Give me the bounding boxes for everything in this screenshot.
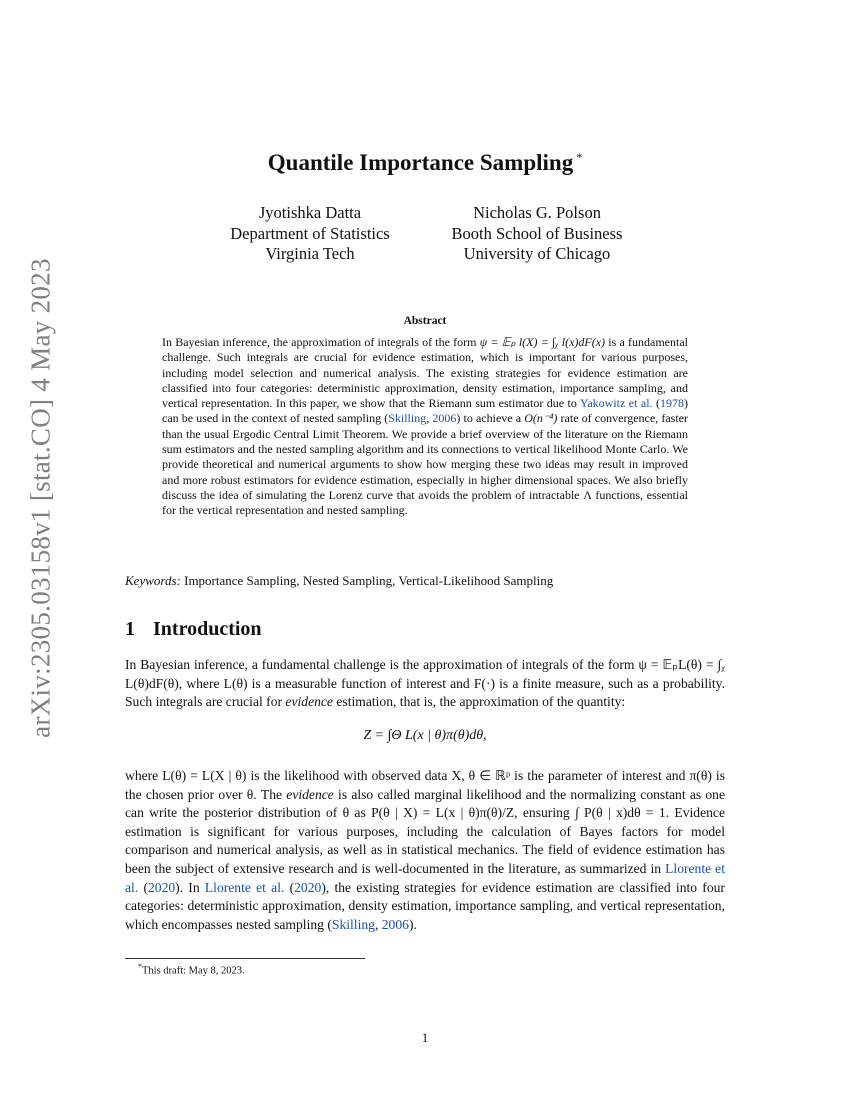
author-institution: Virginia Tech xyxy=(265,244,355,263)
author-block-2 xyxy=(437,203,637,265)
abstract-text: is a fundamental challenge. Such integrals are crucial for evidence estimation, which is important for various purposes, including model selection and numerical analysis. The existing strategies for evidence estimation are classified into four categories: deterministic approximation, density estimation, importance sampling, and vertical representation. In this paper, we show that the Riemann sum estimator due to xyxy=(162,335,689,411)
paper-title-text: Quantile Importance Sampling xyxy=(267,150,574,175)
keywords-list: Importance Sampling, Nested Sampling, Vertical-Likelihood Sampling xyxy=(184,573,554,588)
citation-link-llorente-year[interactable]: 2020 xyxy=(294,879,322,895)
abstract-formula: O(n⁻⁴) xyxy=(524,411,558,426)
abstract-text: In Bayesian inference, the approximation of integrals of the form xyxy=(162,335,480,349)
abstract-formula: ψ = 𝔼ₚ l(X) = ∫ᵪ l(x)dF(x) xyxy=(479,335,606,349)
paragraph-text: ). xyxy=(408,916,417,932)
paragraph-text: is also called marginal likelihood and the normalizing constant as one can write the posterior distribution of θ as P(θ | X) = L(x | θ)π(θ)/Z, ensuring ∫ P(θ | x)dθ = 1. Evidence estimation is significant for various purposes, including the calculation of Bayes factors for model comparison and numerical analysis, as well as in statistical mechanics. The field of evidence estimation has been the subject of extensive research and is well-documented in the literature, as summarized in xyxy=(125,786,725,876)
citation-link-llorente[interactable]: Llorente et al. xyxy=(204,879,285,895)
footnote-divider xyxy=(125,958,365,959)
footnote xyxy=(138,962,245,977)
abstract-text: rate of convergence, faster than the usual Ergodic Central Limit Theorem. We provide a brief overview of the literature on the Riemann sum estimators and the nested sampling algorithm and its connections to vertical likelihood Monte Carlo. We provide theoretical and numerical arguments to show how merging these two ideas may result in improved and more robust estimators for evidence estimation, especially in higher dimensional spaces. We also briefly discuss the idea of simulating the Lorenz curve that avoids the problem of intractable Λ functions, essential for the vertical representation and nested sampling. xyxy=(162,411,688,518)
paper-title xyxy=(125,150,725,176)
page-number: 1 xyxy=(421,1030,429,1045)
citation-link-yakowitz[interactable]: Yakowitz et al. xyxy=(579,396,653,411)
paragraph-text: estimation, that is, the approximation of the quantity: xyxy=(332,694,626,710)
paragraph-text: In Bayesian inference, a fundamental challenge is the approximation of integrals of the form ψ = 𝔼ₚL(θ) = ∫ᵪ L(θ)dF(θ), where L(θ) is a measurable function of interest and F(·) is a finite measure, such as a probability. Such integrals are crucial for xyxy=(125,657,725,710)
author-department: Department of Statistics xyxy=(230,223,390,243)
paragraph-text: , the existing strategies for evidence estimation are classified into four categories: deterministic approximation, density estimation, importance sampling, and vertical representation, which encompasses nested sampling ( xyxy=(125,879,725,932)
citation-link-skilling[interactable]: Skilling xyxy=(388,411,427,426)
citation-link-llorente-year[interactable]: 2020 xyxy=(147,879,176,895)
emphasis-evidence: evidence xyxy=(285,694,333,710)
intro-paragraph-2: where L(θ) = L(X | θ) is the likelihood with observed data X, θ ∈ ℝᵖ is the parameter of interest and π(θ) is the chosen prior over θ. The evidence is also called marginal likelihood and the normalizing constant as one can write the posterior distribution of θ as P(θ | X) = L(x | θ)π(θ)/Z, ensuring ∫ P(θ | x)dθ = 1. Evidence estimation is significant for various purposes, including the calculation of Bayes factors for model comparison and numerical analysis, as well as in statistical mechanics. The field of evidence estimation has been the subject of extensive research and is well-documented in the literature, as summarized in Llorente et al. (2020). In Llorente et al. (2020), the existing strategies for evidence estimation are classified into four categories: deterministic approximation, density estimation, importance sampling, and vertical representation, which encompasses nested sampling (Skilling, 2006). xyxy=(125,768,725,932)
footnote-mark: * xyxy=(138,962,142,971)
section-title: Introduction xyxy=(153,618,262,640)
paragraph-text: where L(θ) = L(X | θ) is the likelihood with observed data X, θ ∈ ℝᵖ is the parameter of interest and π(θ) is the chosen prior over θ. The xyxy=(125,768,725,802)
abstract-body: In Bayesian inference, the approximation of integrals of the form ψ = 𝔼ₚ l(X) = ∫ᵪ l(x)dF(x) is a fundamental challenge. Such integrals are crucial for evidence estimation, which is important for various purposes, including model selection and numerical analysis. The existing strategies for evidence estimation are classified into four categories: deterministic approximation, density estimation, importance sampling, and vertical representation. In this paper, we show that the Riemann sum estimator due to Yakowitz et al. (1978) can be used in the context of nested sampling (Skilling, 2006) to achieve a O(n⁻⁴) rate of convergence, faster than the usual Ergodic Central Limit Theorem. We provide a brief overview of the literature on the Riemann sum estimators and the nested sampling algorithm and its connections to vertical likelihood Monte Carlo. We provide theoretical and numerical arguments to show how merging these two ideas may result in improved and more robust estimators for evidence estimation, especially in higher dimensional spaces. We also briefly discuss the idea of simulating the Lorenz curve that avoids the problem of intractable Λ functions, essential for the vertical representation and nested sampling. xyxy=(162,335,689,518)
abstract-text: can be used in the context of nested sampling ( xyxy=(162,411,389,426)
author-block-1 xyxy=(210,203,410,265)
citation-link-llorente[interactable]: Llorente et al. xyxy=(125,860,725,895)
citation-link-yakowitz-year[interactable]: 1978 xyxy=(660,396,684,411)
citation-link-skilling[interactable]: Skilling xyxy=(331,916,375,932)
keywords-label: Keywords: xyxy=(125,573,181,588)
author-name: Jyotishka Datta xyxy=(258,203,362,222)
author-name: Nicholas G. Polson xyxy=(473,203,601,222)
citation-link-skilling-year[interactable]: 2006 xyxy=(432,411,457,426)
author-institution: University of Chicago xyxy=(463,244,611,263)
intro-paragraph-1 xyxy=(125,656,725,712)
title-footnote-mark: * xyxy=(576,150,583,165)
arxiv-identifier-stamp: arXiv:2305.03158v1 [stat.CO] 4 May 2023 xyxy=(25,258,56,738)
section-number: 1 xyxy=(125,618,135,640)
author-department: Booth School of Business xyxy=(451,223,623,243)
evidence-equation: Z = ∫Θ L(x | θ)π(θ)dθ, xyxy=(363,728,487,743)
keywords-line xyxy=(125,573,725,589)
footnote-text: This draft: May 8, 2023. xyxy=(142,965,245,977)
paragraph-text: . In xyxy=(179,879,205,895)
emphasis-evidence: evidence xyxy=(286,786,334,802)
section-heading xyxy=(125,618,262,641)
abstract-heading: Abstract xyxy=(403,315,447,327)
abstract-text: ) to achieve a xyxy=(456,411,525,426)
citation-link-skilling-year[interactable]: 2006 xyxy=(381,916,409,932)
